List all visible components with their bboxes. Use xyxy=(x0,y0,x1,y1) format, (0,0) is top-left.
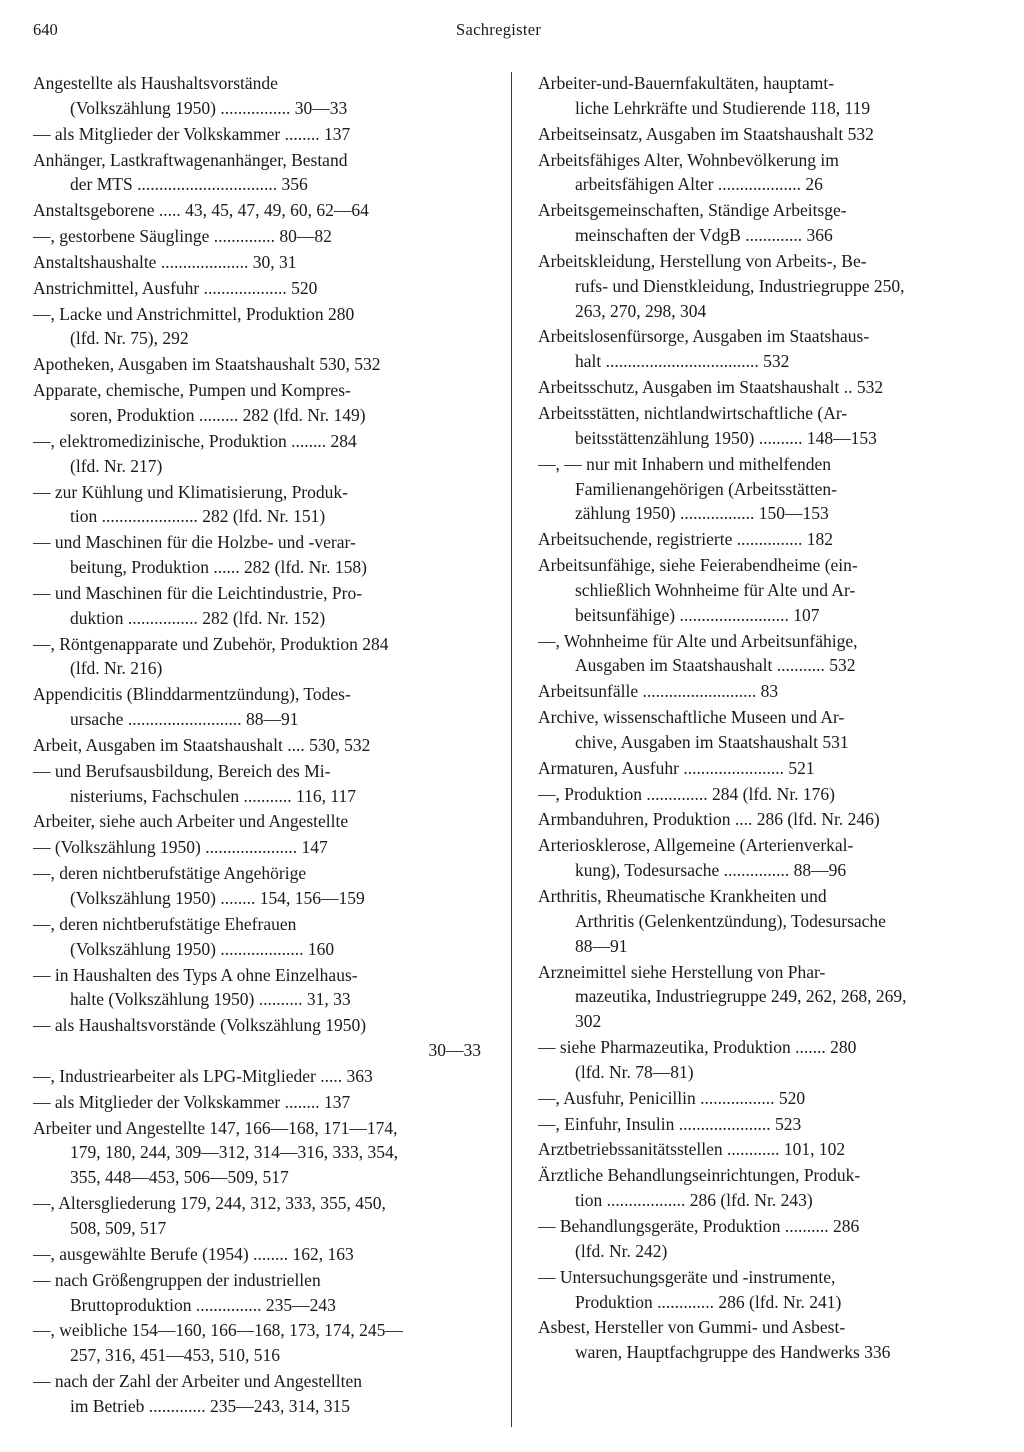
entry-continuation-line: der MTS ................................ 356 xyxy=(70,174,308,195)
index-entry xyxy=(538,401,988,451)
entry-continuation-line: (lfd. Nr. 217) xyxy=(70,455,163,476)
entry-continuation-line: (Volkszählung 1950) ................ 30—33 xyxy=(70,97,348,118)
entry-line: —, Lacke und Anstrichmittel, Produktion 280 xyxy=(33,303,355,324)
entry-line: —, weibliche 154—160, 166—168, 173, 174, 245— xyxy=(33,1320,403,1341)
entry-line: — als Mitglieder der Volkskammer ........ 137 xyxy=(33,123,351,144)
entry-continuation-line: 263, 270, 298, 304 xyxy=(575,300,707,321)
entry-line: Anstaltsgeborene ..... 43, 45, 47, 49, 60, 62—64 xyxy=(33,200,369,221)
index-entry xyxy=(538,324,988,374)
entry-continuation-line: im Betrieb ............. 235—243, 314, 315 xyxy=(70,1395,350,1416)
index-entry xyxy=(538,1315,988,1365)
index-entry xyxy=(538,679,988,704)
entry-line: — nach der Zahl der Arbeiter und Angestellten xyxy=(33,1371,362,1392)
index-entry xyxy=(33,1369,481,1419)
entry-continuation-line: halt ................................... 532 xyxy=(575,351,790,372)
entry-continuation-line: tion ...................... 282 (lfd. Nr. 151) xyxy=(70,506,326,527)
entry-line: — als Mitglieder der Volkskammer ........ 137 xyxy=(33,1091,351,1112)
index-entry xyxy=(33,1242,481,1267)
entry-line: — und Berufsausbildung, Bereich des Mi- xyxy=(33,760,331,781)
index-entry xyxy=(538,198,988,248)
index-entry xyxy=(538,782,988,807)
entry-line: — Untersuchungsgeräte und -instrumente, xyxy=(538,1266,836,1287)
index-entry xyxy=(33,429,481,479)
index-entry xyxy=(33,733,481,758)
index-entry xyxy=(33,1013,481,1063)
entry-continuation-line: 508, 509, 517 xyxy=(70,1217,167,1238)
entry-line: Arbeiter-und-Bauernfakultäten, hauptamt- xyxy=(538,73,835,93)
entry-continuation-line: schließlich Wohnheime für Alte und Ar- xyxy=(575,579,856,600)
entry-continuation-line: (lfd. Nr. 75), 292 xyxy=(70,328,189,349)
index-entry xyxy=(33,198,481,223)
entry-line: — und Maschinen für die Holzbe- und -verar- xyxy=(33,532,356,553)
entry-continuation-line: kung), Todesursache ............... 88—96 xyxy=(575,860,847,881)
index-entry xyxy=(33,809,481,834)
entry-line: —, Altersgliederung 179, 244, 312, 333, 355, 450, xyxy=(33,1193,386,1214)
entry-continuation-line: 88—91 xyxy=(575,935,628,956)
entry-line: Arbeitsgemeinschaften, Ständige Arbeitsge- xyxy=(538,200,847,221)
entry-line: Arbeiter, siehe auch Arbeiter und Angestellte xyxy=(33,811,349,832)
index-entry xyxy=(538,553,988,628)
entry-line: — in Haushalten des Typs A ohne Einzelhaus- xyxy=(33,964,358,985)
entry-continuation-line: Produktion ............. 286 (lfd. Nr. 241) xyxy=(575,1291,842,1312)
running-title: Sachregister xyxy=(456,20,542,39)
entry-line: Armbanduhren, Produktion .... 286 (lfd. Nr. 246) xyxy=(538,809,880,830)
index-entry xyxy=(538,1035,988,1085)
index-entry xyxy=(33,250,481,275)
entry-continuation-line: (Volkszählung 1950) ................... 160 xyxy=(70,938,335,959)
entry-continuation-line: Ausgaben im Staatshaushalt ........... 532 xyxy=(575,655,856,676)
entry-continuation-line: Bruttoproduktion ............... 235—243 xyxy=(70,1294,336,1315)
index-entry xyxy=(33,1090,481,1115)
entry-line: Apparate, chemische, Pumpen und Kompres- xyxy=(33,380,351,401)
index-entry xyxy=(33,861,481,911)
index-entry xyxy=(33,122,481,147)
index-entry xyxy=(538,452,988,527)
index-entry xyxy=(33,224,481,249)
entry-continuation-line: Arthritis (Gelenkentzündung), Todesursache xyxy=(575,910,886,931)
entry-continuation-line: soren, Produktion ......... 282 (lfd. Nr. 149) xyxy=(70,404,366,425)
entry-continuation-line: 30—33 xyxy=(428,1040,481,1061)
index-entry xyxy=(33,912,481,962)
index-entry xyxy=(538,122,988,147)
entry-line: — zur Kühlung und Klimatisierung, Produk- xyxy=(33,481,348,502)
page-header xyxy=(0,20,1024,44)
entry-continuation-line: rufs- und Dienstkleidung, Industriegruppe 250, xyxy=(575,275,905,296)
entry-line: Apotheken, Ausgaben im Staatshaushalt 530, 532 xyxy=(33,354,381,375)
index-entry xyxy=(33,148,481,198)
index-entry xyxy=(33,835,481,860)
index-entry xyxy=(538,527,988,552)
entry-line: —, Industriearbeiter als LPG-Mitglieder ..... 363 xyxy=(33,1065,373,1086)
entry-line: Arbeitslosenfürsorge, Ausgaben im Staatshaus- xyxy=(538,326,870,347)
entry-continuation-line: meinschaften der VdgB ............. 366 xyxy=(575,225,833,246)
entry-line: Arbeiter und Angestellte 147, 166—168, 171—174, xyxy=(33,1117,398,1138)
index-entry xyxy=(538,1112,988,1137)
entry-line: Anhänger, Lastkraftwagenanhänger, Bestand xyxy=(33,149,348,170)
entry-line: Armaturen, Ausfuhr ....................... 521 xyxy=(538,757,815,778)
index-entry xyxy=(33,276,481,301)
index-entry xyxy=(538,249,988,324)
entry-line: Arteriosklerose, Allgemeine (Arterienverkal- xyxy=(538,835,854,856)
entry-line: Arzneimittel siehe Herstellung von Phar- xyxy=(538,961,826,982)
entry-line: — und Maschinen für die Leichtindustrie, Pro- xyxy=(33,582,363,603)
entry-continuation-line: (lfd. Nr. 242) xyxy=(575,1240,668,1261)
index-column-right xyxy=(538,71,988,1366)
entry-continuation-line: Familienangehörigen (Arbeitsstätten- xyxy=(575,478,837,499)
entry-line: —, Wohnheime für Alte und Arbeitsunfähige, xyxy=(538,630,858,651)
index-entry xyxy=(538,960,988,1035)
index-entry xyxy=(33,759,481,809)
index-column-left xyxy=(33,71,481,1420)
index-entry xyxy=(538,1086,988,1111)
entry-continuation-line: 302 xyxy=(575,1011,602,1032)
page-number: 640 xyxy=(33,20,58,39)
index-entry xyxy=(33,1268,481,1318)
index-entry xyxy=(33,530,481,580)
index-entry xyxy=(538,756,988,781)
index-entry xyxy=(33,378,481,428)
entry-line: Arbeitsstätten, nichtlandwirtschaftliche (Ar- xyxy=(538,402,848,423)
entry-line: Arbeitskleidung, Herstellung von Arbeits-, Be- xyxy=(538,250,867,271)
entry-line: Ärztliche Behandlungseinrichtungen, Produk- xyxy=(538,1165,861,1186)
index-entry xyxy=(33,352,481,377)
entry-continuation-line: liche Lehrkräfte und Studierende 118, 119 xyxy=(575,97,871,118)
entry-line: Anstaltshaushalte .................... 30, 31 xyxy=(33,251,297,272)
index-entry xyxy=(538,148,988,198)
index-entry xyxy=(538,1265,988,1315)
index-entry xyxy=(538,1214,988,1264)
index-entry xyxy=(538,884,988,959)
index-entry xyxy=(33,1116,481,1191)
entry-line: —, Produktion .............. 284 (lfd. Nr. 176) xyxy=(538,783,836,804)
index-entry xyxy=(538,705,988,755)
index-entry xyxy=(33,480,481,530)
entry-continuation-line: 257, 316, 451—453, 510, 516 xyxy=(70,1345,280,1366)
entry-continuation-line: nisteriums, Fachschulen ........... 116, 117 xyxy=(70,785,356,806)
entry-continuation-line: duktion ................ 282 (lfd. Nr. 152) xyxy=(70,607,326,628)
index-entry xyxy=(33,632,481,682)
index-entry xyxy=(538,833,988,883)
index-entry xyxy=(33,682,481,732)
index-entry xyxy=(538,1163,988,1213)
index-entry xyxy=(33,71,481,121)
entry-continuation-line: ursache .......................... 88—91 xyxy=(70,709,299,730)
entry-line: Arztbetriebssanitätsstellen ............ 101, 102 xyxy=(538,1139,846,1160)
index-entry xyxy=(33,1318,481,1368)
entry-continuation-line: 355, 448—453, 506—509, 517 xyxy=(70,1167,289,1188)
index-entry xyxy=(538,71,988,121)
entry-line: Arbeitseinsatz, Ausgaben im Staatshaushalt 532 xyxy=(538,123,874,144)
index-entry xyxy=(538,1137,988,1162)
entry-line: Anstrichmittel, Ausfuhr ................... 520 xyxy=(33,277,318,298)
entry-continuation-line: (lfd. Nr. 216) xyxy=(70,658,163,679)
entry-line: Angestellte als Haushaltsvorstände xyxy=(33,73,278,93)
column-divider xyxy=(511,72,512,1427)
entry-continuation-line: (lfd. Nr. 78—81) xyxy=(575,1061,694,1082)
entry-line: Asbest, Hersteller von Gummi- und Asbest- xyxy=(538,1317,846,1338)
entry-line: —, ausgewählte Berufe (1954) ........ 162, 163 xyxy=(33,1243,354,1264)
entry-continuation-line: arbeitsfähigen Alter ................... 26 xyxy=(575,174,823,195)
entry-line: —, deren nichtberufstätige Ehefrauen xyxy=(33,913,297,934)
entry-continuation-line: chive, Ausgaben im Staatshaushalt 531 xyxy=(575,731,849,752)
entry-continuation-line: tion .................. 286 (lfd. Nr. 243) xyxy=(575,1190,813,1211)
entry-continuation-line: mazeutika, Industriegruppe 249, 262, 268, 269, xyxy=(575,986,907,1007)
entry-line: — nach Größengruppen der industriellen xyxy=(33,1269,321,1290)
entry-line: —, Ausfuhr, Penicillin ................. 520 xyxy=(538,1087,806,1108)
entry-line: Arbeitsschutz, Ausgaben im Staatshaushalt .. 532 xyxy=(538,377,884,398)
index-entry xyxy=(538,629,988,679)
entry-line: — siehe Pharmazeutika, Produktion ....... 280 xyxy=(538,1037,857,1058)
entry-line: Archive, wissenschaftliche Museen und Ar- xyxy=(538,707,845,728)
entry-line: —, — nur mit Inhabern und mithelfenden xyxy=(538,453,832,474)
index-entry xyxy=(33,1064,481,1089)
entry-line: — (Volkszählung 1950) ..................... 147 xyxy=(33,837,328,858)
entry-line: Arbeitsfähiges Alter, Wohnbevölkerung im xyxy=(538,149,839,170)
entry-line: Arthritis, Rheumatische Krankheiten und xyxy=(538,886,827,906)
entry-line: — Behandlungsgeräte, Produktion .......... 286 xyxy=(538,1215,860,1236)
entry-line: — als Haushaltsvorstände (Volkszählung 1950) xyxy=(33,1015,367,1036)
entry-line: Arbeit, Ausgaben im Staatshaushalt .... 530, 532 xyxy=(33,734,371,755)
entry-continuation-line: beitsunfähige) ......................... 107 xyxy=(575,604,820,625)
entry-continuation-line: beitung, Produktion ...... 282 (lfd. Nr. 158) xyxy=(70,557,367,578)
index-entry xyxy=(33,581,481,631)
entry-continuation-line: waren, Hauptfachgruppe des Handwerks 336 xyxy=(575,1342,891,1363)
index-entry xyxy=(33,1191,481,1241)
entry-line: —, Röntgenapparate und Zubehör, Produktion 284 xyxy=(33,633,389,654)
entry-continuation-line: (Volkszählung 1950) ........ 154, 156—159 xyxy=(70,888,365,908)
entry-line: Appendicitis (Blinddarmentzündung), Todes- xyxy=(33,684,351,705)
entry-line: Arbeitsunfälle .......................... 83 xyxy=(538,681,779,702)
entry-line: Arbeitsuchende, registrierte ............... 182 xyxy=(538,529,833,550)
index-entry xyxy=(538,807,988,832)
entry-line: —, elektromedizinische, Produktion ........ 284 xyxy=(33,430,357,451)
entry-line: —, Einfuhr, Insulin ..................... 523 xyxy=(538,1113,802,1134)
entry-continuation-line: 179, 180, 244, 309—312, 314—316, 333, 354, xyxy=(70,1142,399,1163)
entry-line: —, gestorbene Säuglinge .............. 80—82 xyxy=(33,226,332,247)
index-entry xyxy=(538,375,988,400)
index-entry xyxy=(33,963,481,1013)
entry-continuation-line: halte (Volkszählung 1950) .......... 31, 33 xyxy=(70,989,351,1010)
entry-continuation-line: beitsstättenzählung 1950) .......... 148—153 xyxy=(575,427,877,448)
index-entry xyxy=(33,302,481,352)
entry-line: —, deren nichtberufstätige Angehörige xyxy=(33,863,307,884)
entry-continuation-line: zählung 1950) ................. 150—153 xyxy=(575,503,829,524)
entry-line: Arbeitsunfähige, siehe Feierabendheime (ein- xyxy=(538,555,858,576)
